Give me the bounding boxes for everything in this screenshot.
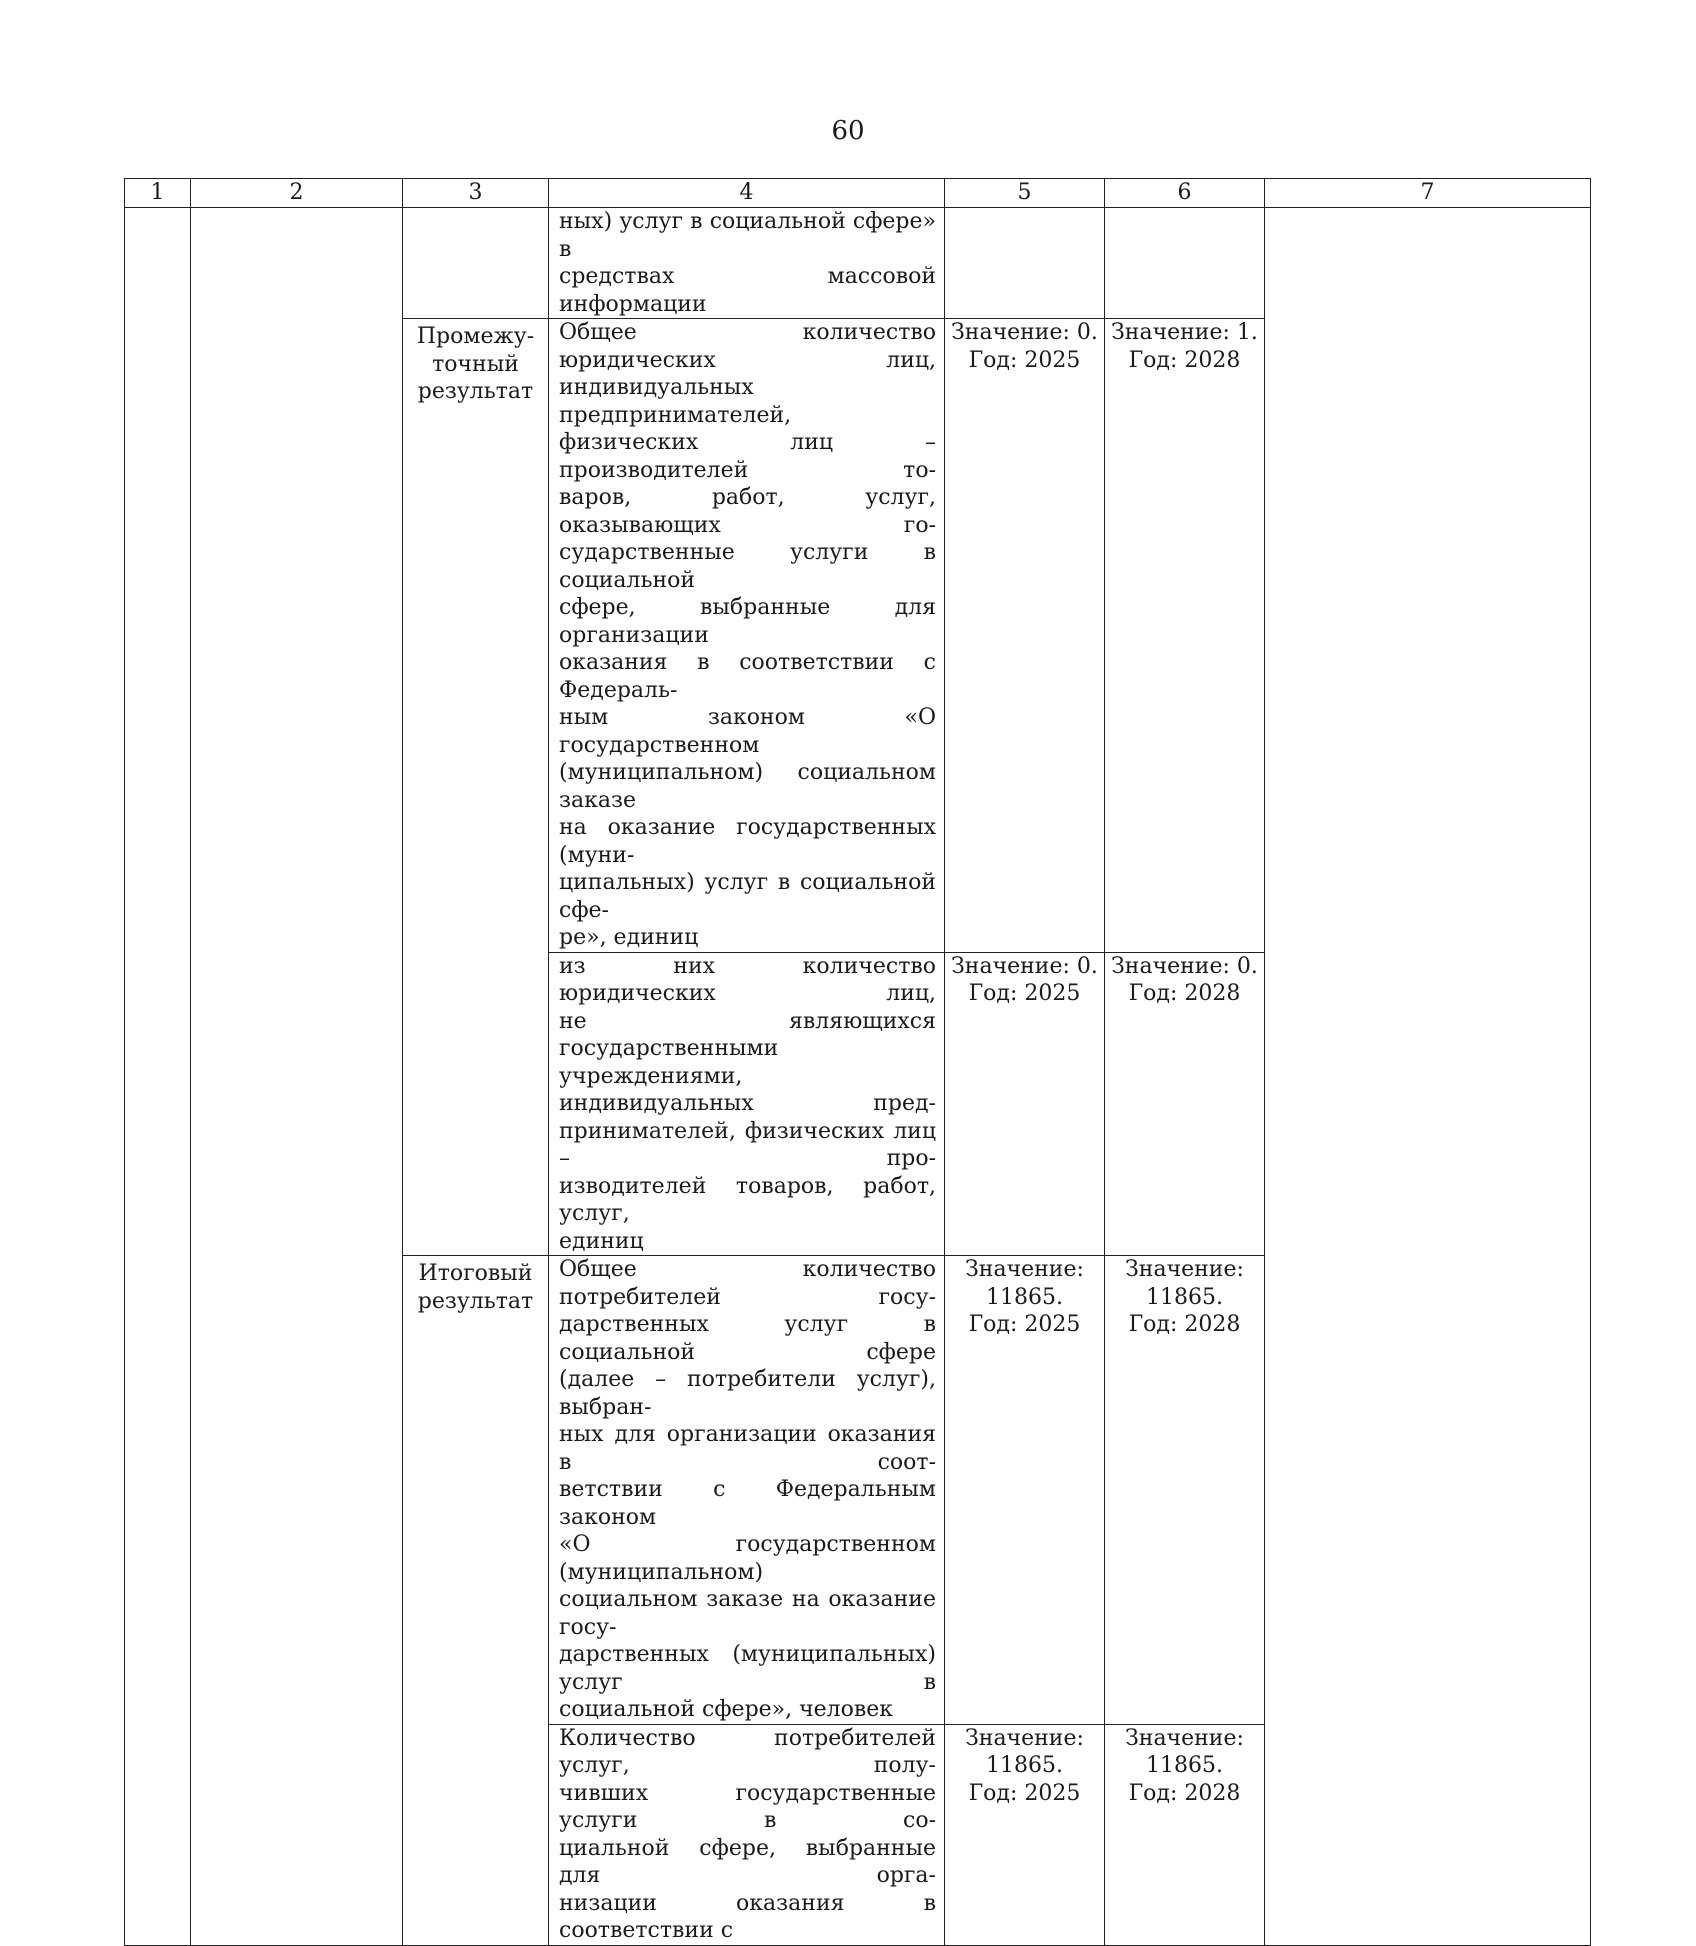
indicator-text-line: учреждениями, индивидуальных пред- — [559, 1063, 936, 1116]
cell-base-value — [945, 952, 1105, 1256]
cell-result-type — [403, 319, 549, 1256]
column-header: 6 — [1105, 179, 1265, 208]
value-line: 11865. — [1146, 1284, 1223, 1310]
indicator-text-line: физических лиц – производителей то- — [559, 430, 936, 483]
indicator-text-line: оказания в соответствии с Федераль- — [559, 650, 936, 703]
value-line: Значение: — [1125, 1725, 1244, 1751]
indicator-text-line: ным законом «О государственном — [559, 705, 936, 758]
value-line: Значение: 0. — [1111, 953, 1258, 979]
cell-base-value — [945, 319, 1105, 953]
cell-target-value — [1105, 1256, 1265, 1725]
cell-col1 — [125, 208, 191, 1946]
table-header-row — [125, 179, 1591, 208]
value-line: 11865. — [1146, 1753, 1223, 1778]
column-header: 2 — [191, 179, 403, 208]
value-line: 11865. — [986, 1753, 1063, 1778]
table-row — [125, 208, 1591, 319]
indicator-text-line: (муниципальном) социальном заказе — [559, 760, 936, 813]
indicator-text-line: низации оказания в соответствии с — [559, 1890, 936, 1943]
value-line: 11865. — [986, 1284, 1063, 1310]
result-type-line: точный — [432, 351, 519, 377]
indicator-text-line: социальном заказе на оказание госу- — [559, 1587, 936, 1640]
value-line: Год: 2025 — [968, 347, 1081, 373]
indicator-table — [124, 178, 1591, 1946]
cell-result-type — [403, 1256, 549, 1946]
cell-result-type — [403, 208, 549, 319]
value-line: Год: 2028 — [1128, 981, 1241, 1006]
value-line: Год: 2028 — [1128, 1312, 1241, 1337]
column-header: 1 — [125, 179, 191, 208]
value-line: Год: 2025 — [968, 1780, 1081, 1806]
column-header: 7 — [1265, 179, 1591, 208]
column-header: 3 — [403, 179, 549, 208]
value-line: Значение: — [965, 1257, 1084, 1282]
cell-indicator — [549, 319, 945, 953]
cell-base-value — [945, 1256, 1105, 1725]
indicator-text-line: ветствии с Федеральным законом — [559, 1477, 936, 1530]
value-line: Значение: — [965, 1725, 1084, 1751]
indicator-text-line: Количество потребителей услуг, полу- — [559, 1725, 936, 1778]
cell-target-value — [1105, 208, 1265, 319]
value-line: Год: 2025 — [968, 1312, 1081, 1337]
cell-target-value — [1105, 952, 1265, 1256]
cell-target-value — [1105, 319, 1265, 953]
indicator-text-line: ных для организации оказания в соот- — [559, 1422, 936, 1475]
column-header: 4 — [549, 179, 945, 208]
indicator-text-line: принимателей, физических лиц – про- — [559, 1118, 936, 1171]
value-line: Год: 2025 — [968, 981, 1081, 1006]
indicator-text-line: индивидуальных предпринимателей, — [559, 375, 792, 428]
indicator-text-line: циальной сфере, выбранные для орга- — [559, 1835, 936, 1888]
indicator-text-line: ных) услуг в социальной сфере» в — [559, 209, 936, 262]
indicator-text-line: ре», единиц — [559, 925, 699, 950]
indicator-text-line: средствах массовой информации — [559, 264, 936, 317]
column-header: 5 — [945, 179, 1105, 208]
indicator-text-line: дарственных (муниципальных) услуг в — [559, 1642, 936, 1695]
indicator-text-line: сфере, выбранные для организации — [559, 595, 936, 648]
indicator-text-line: из них количество юридических лиц, — [559, 953, 936, 1006]
value-line: Значение: 0. — [951, 320, 1098, 345]
indicator-text-line: Общее количество потребителей госу- — [559, 1257, 936, 1310]
cell-col2 — [191, 208, 403, 1946]
cell-indicator — [549, 1724, 945, 1945]
value-line: Значение: 1. — [1111, 320, 1258, 345]
value-line: Год: 2028 — [1128, 347, 1241, 373]
indicator-text-line: дарственных услуг в социальной сфере — [559, 1312, 936, 1365]
page-number: 60 — [831, 116, 865, 146]
cell-target-value — [1105, 1724, 1265, 1945]
cell-indicator — [549, 208, 945, 319]
indicator-text-line: ципальных) услуг в социальной сфе- — [559, 870, 936, 923]
result-type-line: результат — [417, 1288, 534, 1314]
result-type-line: результат — [417, 379, 534, 404]
cell-base-value — [945, 1724, 1105, 1945]
indicator-text-line: социальной сфере», человек — [559, 1697, 894, 1722]
indicator-text-line: не являющихся государственными — [559, 1008, 936, 1061]
value-line: Значение: — [1125, 1257, 1244, 1282]
result-type-line: Промежу- — [416, 324, 535, 349]
value-line: Значение: 0. — [951, 953, 1098, 979]
indicator-text-line: «О государственном (муниципальном) — [559, 1532, 936, 1585]
indicator-text-line: изводителей товаров, работ, услуг, — [559, 1173, 936, 1226]
value-line: Год: 2028 — [1128, 1780, 1241, 1806]
indicator-text-line: единиц — [559, 1228, 644, 1254]
cell-col7 — [1265, 208, 1591, 1946]
indicator-text-line: варов, работ, услуг, оказывающих го- — [559, 485, 936, 538]
indicator-text-line: чивших государственные услуги в со- — [559, 1780, 936, 1833]
indicator-text-line: Общее количество юридических лиц, — [559, 320, 936, 373]
indicator-text-line: сударственные услуги в социальной — [559, 540, 936, 593]
indicator-text-line: на оказание государственных (муни- — [559, 815, 936, 868]
cell-indicator — [549, 1256, 945, 1725]
cell-indicator — [549, 952, 945, 1256]
indicator-text-line: (далее – потребители услуг), выбран- — [559, 1367, 936, 1420]
result-type-line: Итоговый — [418, 1261, 533, 1286]
cell-base-value — [945, 208, 1105, 319]
